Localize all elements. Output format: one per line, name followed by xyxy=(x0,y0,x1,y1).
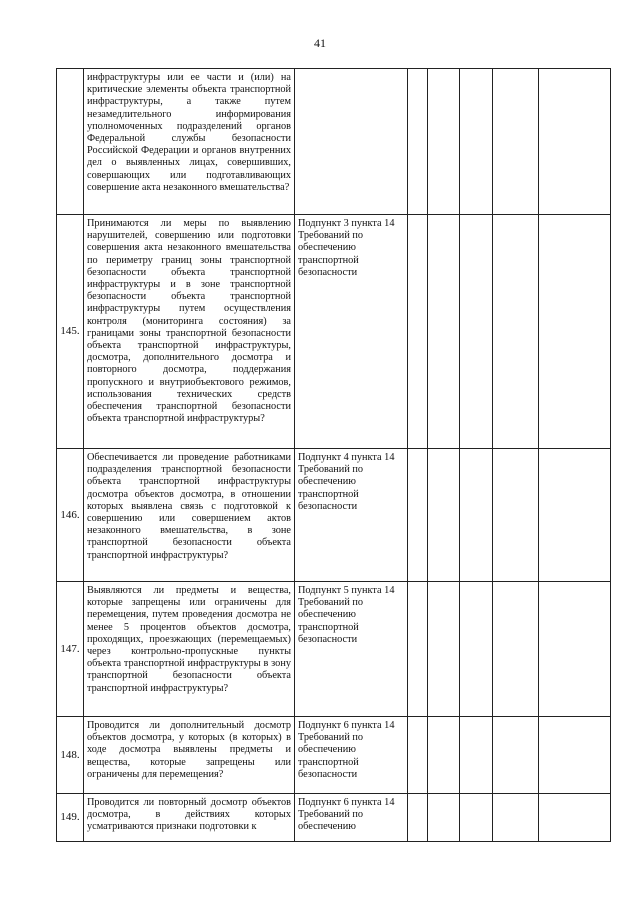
reference-cell: Подпункт 3 пункта 14 Требований по обеспечению транспортной безопасности xyxy=(295,215,408,449)
table-row xyxy=(57,69,611,215)
answer-extra-cell[interactable] xyxy=(493,794,539,842)
row-number: 145. xyxy=(57,215,84,449)
answer-extra-cell[interactable] xyxy=(493,449,539,582)
answer-no-cell[interactable] xyxy=(428,69,460,215)
answer-extra-cell[interactable] xyxy=(493,582,539,717)
answer-extra-cell[interactable] xyxy=(493,717,539,794)
reference-cell: Подпункт 5 пункта 14 Требований по обеспечению транспортной безопасности xyxy=(295,582,408,717)
answer-na-cell[interactable] xyxy=(460,717,493,794)
requirements-table xyxy=(56,68,611,842)
question-cell: Обеспечивается ли проведение работниками подразделения транспортной безопасности объекта транспортной инфраструктуры досмотра объектов досмотра, в отношении которых выявлена связь с подготовкой к совершению или совершением актов незаконного вмешательства, в зоне транспортной безопасности объекта транспортной инфраструктуры? xyxy=(84,449,295,582)
answer-na-cell[interactable] xyxy=(460,449,493,582)
answer-yes-cell[interactable] xyxy=(408,215,428,449)
page-number: 41 xyxy=(314,36,326,50)
row-number: 149. xyxy=(57,794,84,842)
row-number: 147. xyxy=(57,582,84,717)
table-row xyxy=(57,794,611,842)
reference-cell xyxy=(295,69,408,215)
table-row xyxy=(57,449,611,582)
row-number: 148. xyxy=(57,717,84,794)
table-row xyxy=(57,582,611,717)
question-cell: инфраструктуры или ее части и (или) на критические элементы объекта транспортной инфраструктуры, а также путем незамедлительного информирования уполномоченных подразделений органов Федеральной службы безопасности Российской Федерации и органов внутренних дел о выявленных лицах, совершивших, совершающих или подготавливающих совершение акта незаконного вмешательства? xyxy=(84,69,295,215)
row-number xyxy=(57,69,84,215)
question-cell: Выявляются ли предметы и вещества, которые запрещены или ограничены для перемещения, путем проведения досмотра не менее 5 процентов объектов досмотра, проходящих, проезжающих (перемещаемых) через контрольно-пропускные пункты объекта транспортной инфраструктуры в зону транспортной безопасности объекта транспортной инфраструктуры? xyxy=(84,582,295,717)
answer-no-cell[interactable] xyxy=(428,582,460,717)
reference-cell: Подпункт 6 пункта 14 Требований по обеспечению транспортной безопасности xyxy=(295,717,408,794)
notes-cell[interactable] xyxy=(539,69,611,215)
table-row xyxy=(57,717,611,794)
answer-no-cell[interactable] xyxy=(428,717,460,794)
notes-cell[interactable] xyxy=(539,794,611,842)
question-cell: Проводится ли повторный досмотр объектов досмотра, в действиях которых усматриваются признаки подготовки к xyxy=(84,794,295,842)
answer-na-cell[interactable] xyxy=(460,582,493,717)
answer-extra-cell[interactable] xyxy=(493,215,539,449)
notes-cell[interactable] xyxy=(539,582,611,717)
answer-yes-cell[interactable] xyxy=(408,582,428,717)
notes-cell[interactable] xyxy=(539,717,611,794)
answer-yes-cell[interactable] xyxy=(408,794,428,842)
answer-na-cell[interactable] xyxy=(460,794,493,842)
answer-na-cell[interactable] xyxy=(460,69,493,215)
answer-extra-cell[interactable] xyxy=(493,69,539,215)
answer-yes-cell[interactable] xyxy=(408,449,428,582)
answer-no-cell[interactable] xyxy=(428,215,460,449)
answer-yes-cell[interactable] xyxy=(408,69,428,215)
question-cell: Принимаются ли меры по выявлению нарушителей, совершению или подготовки совершения акта незаконного вмешательства по периметру границ зоны транспортной безопасности объекта транспортной инфраструктуры и в зоне транспортной безопасности объекта транспортной инфраструктуры путем осуществления контроля (мониторинга состояния) за границами зоны транспортной безопасности объекта транспортной инфраструктуры, досмотра, дополнительного досмотра и повторного досмотра, поддержания пропускного и внутриобъектового режимов, использования технических средств обеспечения транспортной безопасности объекта транспортной инфраструктуры? xyxy=(84,215,295,449)
notes-cell[interactable] xyxy=(539,449,611,582)
notes-cell[interactable] xyxy=(539,215,611,449)
reference-cell: Подпункт 4 пункта 14 Требований по обеспечению транспортной безопасности xyxy=(295,449,408,582)
question-cell: Проводится ли дополнительный досмотр объектов досмотра, у которых (в которых) в ходе досмотра выявлены предметы и вещества, которые запрещены или ограничены для перемещения? xyxy=(84,717,295,794)
row-number: 146. xyxy=(57,449,84,582)
answer-na-cell[interactable] xyxy=(460,215,493,449)
answer-no-cell[interactable] xyxy=(428,794,460,842)
table-row xyxy=(57,215,611,449)
answer-no-cell[interactable] xyxy=(428,449,460,582)
answer-yes-cell[interactable] xyxy=(408,717,428,794)
reference-cell: Подпункт 6 пункта 14 Требований по обеспечению xyxy=(295,794,408,842)
